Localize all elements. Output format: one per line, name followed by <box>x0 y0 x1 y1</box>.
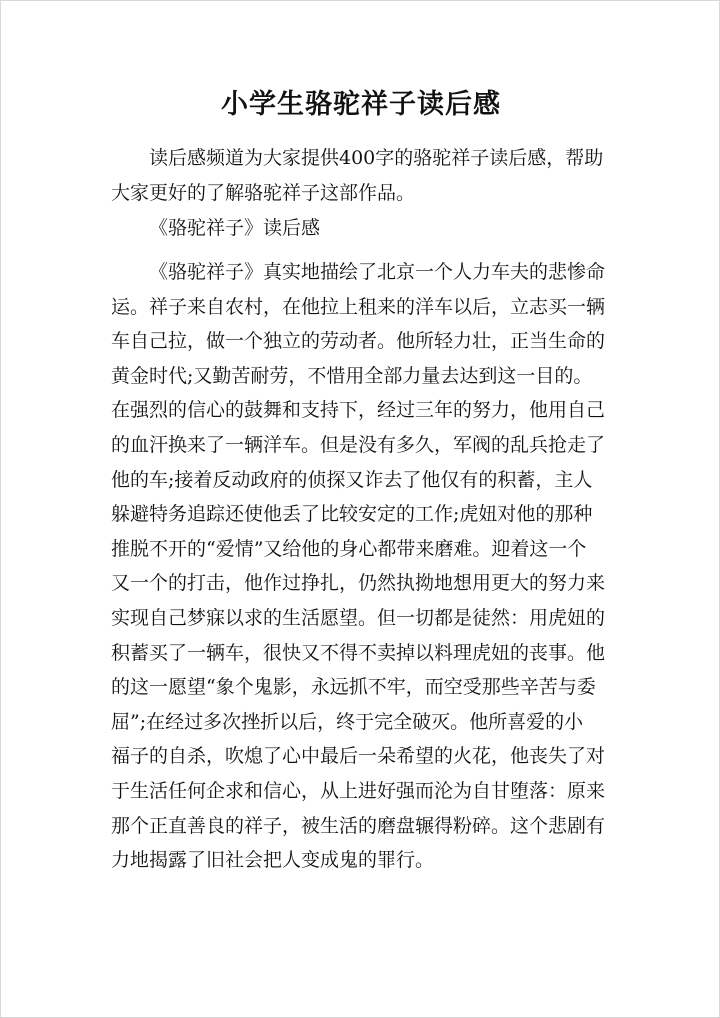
text-line: 的血汗换来了一辆洋车。但是没有多久，军阀的乱兵抢走了 <box>111 433 606 456</box>
text-line: 福子的自杀，吹熄了心中最后一朵希望的火花，他丧失了对 <box>111 745 606 768</box>
text-line: 车自己拉，做一个独立的劳动者。他所轻力壮，正当生命的 <box>111 330 606 353</box>
text-line: 实现自己梦寐以求的生活愿望。但一切都是徒然：用虎妞的 <box>111 606 606 629</box>
text-line: 于生活任何企求和信心，从上进好强而沦为自甘堕落：原来 <box>111 779 606 802</box>
text-line: 又一个的打击，他作过挣扎，仍然执拗地想用更大的努力来 <box>111 572 606 595</box>
text-line: 大家更好的了解骆驼祥子这部作品。 <box>111 181 416 204</box>
text-line: 运。祥子来自农村，在他拉上租来的洋车以后，立志买一辆 <box>111 295 606 318</box>
text-line: 黄金时代;又勤苦耐劳，不惜用全部力量去达到这一目的。 <box>111 364 593 387</box>
body-paragraph <box>111 255 617 878</box>
page-title: 小学生骆驼祥子读后感 <box>221 89 501 120</box>
text-line: 读后感频道为大家提供400字的骆驼祥子读后感，帮助 <box>149 147 604 169</box>
text-line: 躲避特务追踪还使他丢了比较安定的工作;虎妞对他的那种 <box>111 503 593 526</box>
text-line: 积蓄买了一辆车，很快又不得不卖掉以料理虎妞的丧事。他 <box>111 641 606 664</box>
text-line: 的这一愿望“象个鬼影，永远抓不牢，而空受那些辛苦与委 <box>111 676 596 699</box>
text-line: 力地揭露了旧社会把人变成鬼的罪行。 <box>111 849 435 872</box>
text-line: 《骆驼祥子》真实地描绘了北京一个人力车夫的悲惨命 <box>149 261 606 283</box>
text-line: 屈”;在经过多次挫折以后，终于完全破灭。他所喜爱的小 <box>111 710 584 733</box>
text-line: 推脱不开的“爱情”又给他的身心都带来磨难。迎着这一个 <box>111 537 587 560</box>
intro-paragraph <box>111 141 617 210</box>
text-line: 那个正直善良的祥子，被生活的磨盘辗得粉碎。这个悲剧有 <box>111 814 606 837</box>
text-line: 在强烈的信心的鼓舞和支持下，经过三年的努力，他用自己 <box>111 399 606 422</box>
text-line: 他的车;接着反动政府的侦探又诈去了他仅有的积蓄，主人 <box>111 468 593 491</box>
section-heading: 《骆驼祥子》读后感 <box>149 217 321 239</box>
